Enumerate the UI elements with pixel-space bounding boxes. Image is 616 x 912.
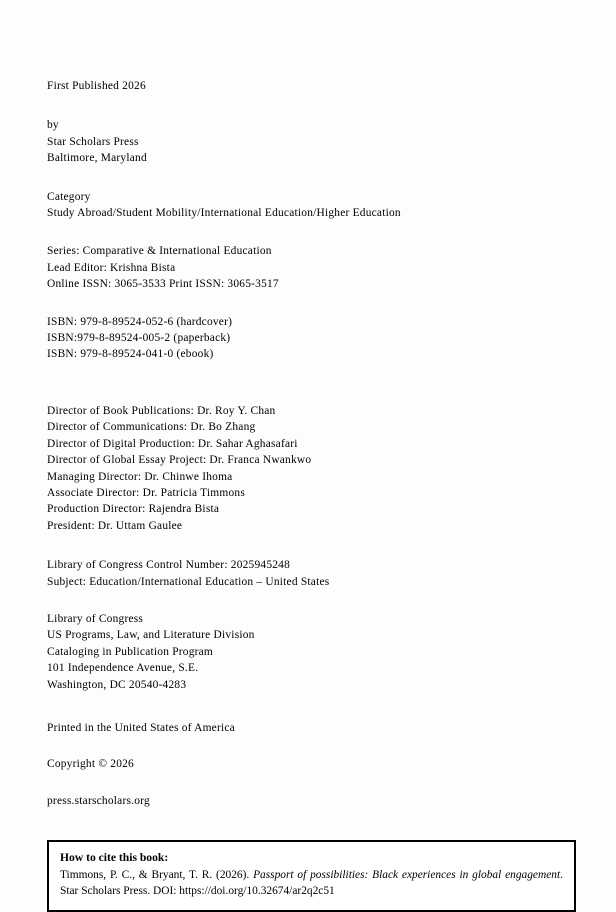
spacer bbox=[47, 94, 574, 117]
spacer bbox=[47, 693, 574, 720]
spacer bbox=[47, 534, 574, 557]
publisher-block bbox=[47, 117, 574, 166]
staff-production-director: Production Director: Rajendra Bista bbox=[47, 503, 220, 516]
spacer bbox=[47, 809, 574, 840]
printed-in-line: Printed in the United States of America bbox=[47, 721, 235, 734]
citation-authors-year: Timmons, P. C., & Bryant, T. R. (2026). bbox=[60, 868, 254, 881]
staff-block bbox=[47, 403, 574, 534]
spacer bbox=[47, 773, 574, 793]
loc-name: Library of Congress bbox=[47, 612, 144, 625]
series-name: Series: Comparative & International Education bbox=[47, 245, 272, 258]
staff-president: President: Dr. Uttam Gaulee bbox=[47, 519, 183, 532]
series-issn: Online ISSN: 3065-3533 Print ISSN: 3065-3517 bbox=[47, 278, 279, 291]
citation-text bbox=[60, 867, 563, 900]
citation-publisher-doi: . Star Scholars Press. DOI: https://doi.org/10.32674/ar2q2c51 bbox=[60, 868, 563, 898]
spacer bbox=[47, 736, 574, 756]
series-block bbox=[47, 243, 574, 292]
copyright-line: Copyright © 2026 bbox=[47, 758, 134, 771]
loc-street: 101 Independence Avenue, S.E. bbox=[47, 662, 199, 675]
staff-director-book-publications: Director of Book Publications: Dr. Roy Y. Chan bbox=[47, 404, 276, 417]
staff-managing-director: Managing Director: Dr. Chinwe Ihoma bbox=[47, 470, 233, 483]
isbn-paperback: ISBN:979-8-89524-005-2 (paperback) bbox=[47, 332, 231, 345]
staff-director-communications: Director of Communications: Dr. Bo Zhang bbox=[47, 421, 256, 434]
spacer bbox=[47, 363, 574, 403]
category-heading: Category bbox=[47, 190, 91, 203]
spacer bbox=[47, 293, 574, 314]
category-value: Study Abroad/Student Mobility/International Education/Higher Education bbox=[47, 207, 401, 220]
publisher-name: Star Scholars Press bbox=[47, 135, 139, 148]
how-to-cite-box bbox=[47, 840, 576, 912]
staff-associate-director: Associate Director: Dr. Patricia Timmons bbox=[47, 486, 245, 499]
publisher-location: Baltimore, Maryland bbox=[47, 152, 147, 165]
loc-city-state-zip: Washington, DC 20540-4283 bbox=[47, 678, 187, 691]
how-to-cite-heading: How to cite this book: bbox=[60, 851, 169, 865]
isbn-hardcover: ISBN: 979-8-89524-052-6 (hardcover) bbox=[47, 315, 233, 328]
spacer bbox=[47, 167, 574, 189]
category-block bbox=[47, 189, 574, 222]
loc-division: US Programs, Law, and Literature Division bbox=[47, 629, 255, 642]
citation-book-title: Passport of possibilities: Black experiences in global engagement bbox=[253, 868, 561, 881]
isbn-ebook: ISBN: 979-8-89524-041-0 (ebook) bbox=[47, 348, 214, 361]
publisher-by-label: by bbox=[47, 119, 59, 132]
lccn-subject: Subject: Education/International Education – United States bbox=[47, 575, 330, 588]
spacer bbox=[47, 590, 574, 611]
staff-director-digital-production: Director of Digital Production: Dr. Sahar Aghasafari bbox=[47, 437, 298, 450]
loc-program: Cataloging in Publication Program bbox=[47, 645, 214, 658]
lccn-control-number: Library of Congress Control Number: 2025945248 bbox=[47, 559, 291, 572]
isbn-block bbox=[47, 314, 574, 363]
publication-year-line: First Published 2026 bbox=[47, 80, 146, 92]
lccn-block bbox=[47, 557, 574, 590]
staff-director-global-essay-project: Director of Global Essay Project: Dr. Franca Nwankwo bbox=[47, 454, 312, 467]
series-lead-editor: Lead Editor: Krishna Bista bbox=[47, 261, 176, 274]
publisher-website: press.starscholars.org bbox=[47, 794, 150, 807]
spacer bbox=[47, 221, 574, 243]
library-of-congress-address-block bbox=[47, 611, 574, 693]
